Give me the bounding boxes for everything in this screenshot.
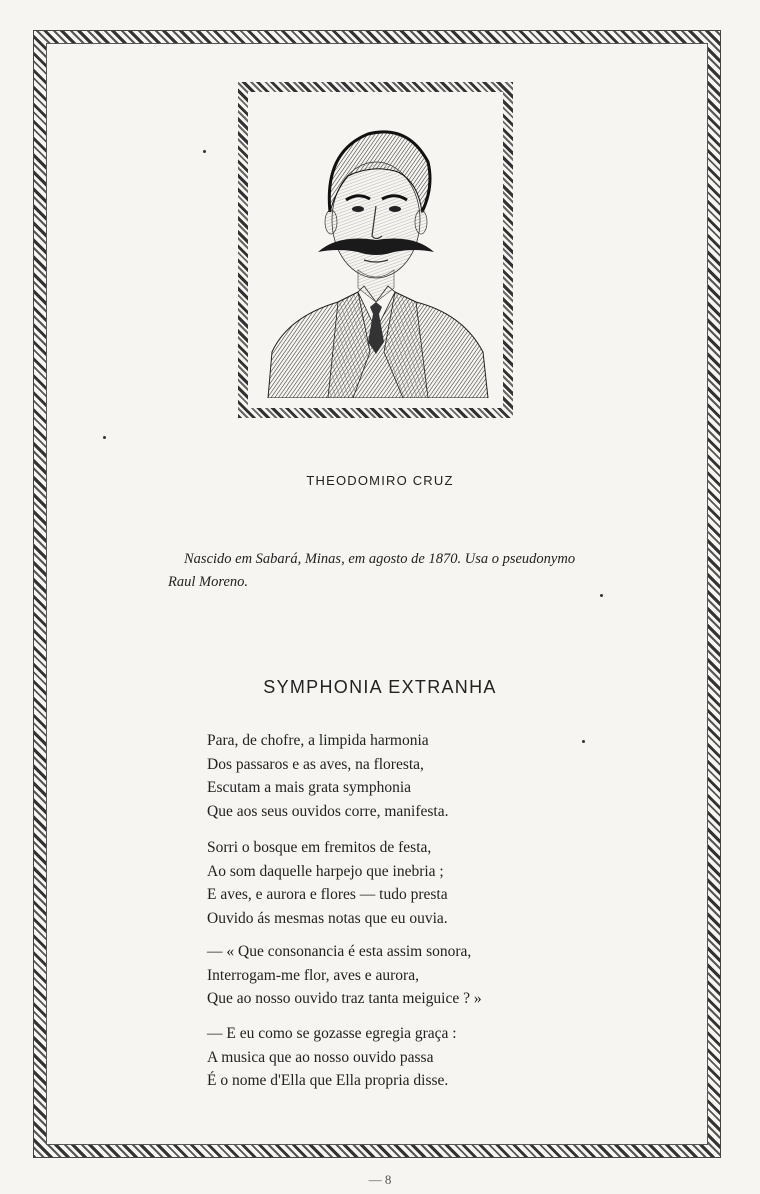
- author-name: THEODOMIRO CRUZ: [306, 473, 454, 488]
- poem-line: É o nome d'Ella que Ella propria disse.: [207, 1072, 449, 1089]
- poem-title: SYMPHONIA EXTRANHA: [263, 677, 497, 697]
- poem-line: Que aos seus ouvidos corre, manifesta.: [207, 802, 449, 820]
- poem-line: Para, de chofre, a limpida harmonia: [207, 732, 429, 749]
- poem-line: Que ao nosso ouvido traz tanta meiguice ? »: [207, 990, 482, 1007]
- stanza-3: [207, 940, 482, 1011]
- ink-speck: [203, 150, 206, 153]
- stanza-1: [207, 729, 448, 823]
- poem-line: — E eu como se gozasse egregia graça :: [207, 1025, 457, 1042]
- stanza-4: [207, 1022, 457, 1093]
- portrait-frame: [238, 82, 513, 418]
- poem-line: E aves, e aurora e flores — tudo presta: [207, 886, 448, 903]
- engraved-portrait-icon: [258, 102, 493, 398]
- poem-line: Ao som daquelle harpejo que inebria ;: [207, 862, 444, 880]
- ink-speck: [582, 740, 585, 743]
- poem-line: — « Que consonancia é esta assim sonora,: [207, 943, 472, 960]
- ink-speck: [103, 436, 106, 439]
- page-number: — 8: [368, 1172, 392, 1187]
- poem-line: Interrogam-me flor, aves e aurora,: [207, 966, 419, 984]
- ink-speck: [600, 594, 603, 597]
- author-bio: Nascido em Sabará, Minas, em agosto de 1870. Usa o pseudonymo Raul Moreno.: [168, 551, 576, 590]
- poem-line: Escutam a mais grata symphonia: [207, 779, 412, 796]
- stanza-2: [207, 836, 448, 930]
- poem-line: A musica que ao nosso ouvido passa: [207, 1048, 434, 1066]
- poem-line: Sorri o bosque em fremitos de festa,: [207, 839, 432, 856]
- poem-line: Ouvido ás mesmas notas que eu ouvia.: [207, 909, 448, 927]
- poem-line: Dos passaros e as aves, na floresta,: [207, 755, 424, 773]
